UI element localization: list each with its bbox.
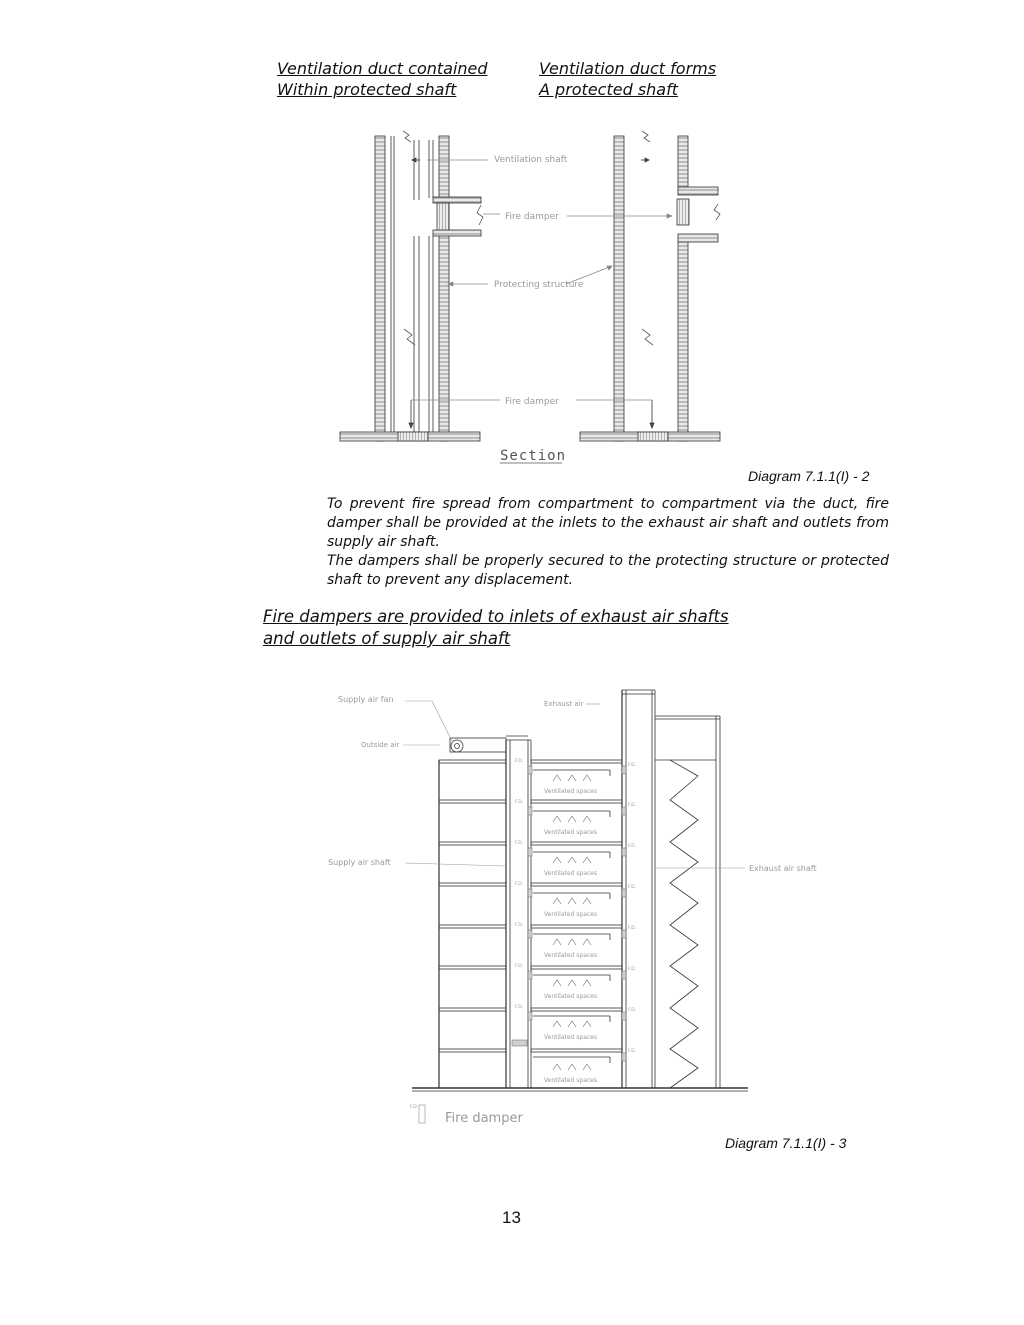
- heading-line: and outlets of supply air shaft: [263, 629, 511, 648]
- label-ventilated-spaces: Ventilated spaces: [544, 829, 597, 836]
- right-section: [580, 131, 720, 441]
- page-number: 13: [502, 1208, 521, 1227]
- label-protecting-structure: Protecting structure: [494, 280, 584, 290]
- label-ventilated-spaces: Ventilated spaces: [544, 1077, 597, 1084]
- label-ventilated-spaces: Ventilated spaces: [544, 952, 597, 959]
- label-fd: F.D.: [515, 800, 524, 805]
- label-fd: F.D.: [515, 964, 524, 969]
- heading-line: Within protected shaft: [277, 80, 457, 99]
- label-fd: F.D.: [628, 967, 637, 972]
- label-fd: F.D.: [515, 759, 524, 764]
- building-diagram: [0, 670, 1024, 1130]
- label-fd: F.D.: [515, 882, 524, 887]
- label-exhaust-air: Exhaust air: [544, 700, 584, 708]
- heading-line: A protected shaft: [539, 80, 679, 99]
- label-fd: F.D.: [515, 1005, 524, 1010]
- label-fd: F.D.: [628, 844, 637, 849]
- label-fd: F.D.: [628, 803, 637, 808]
- label-section: Section: [500, 448, 567, 464]
- label-outside-air: Outside air: [361, 741, 400, 749]
- label-fd: F.D.: [628, 763, 637, 768]
- label-ventilated-spaces: Ventilated spaces: [544, 993, 597, 1000]
- label-exhaust-air-shaft: Exhaust air shaft: [749, 864, 817, 873]
- label-fd: F.D.: [628, 1049, 637, 1054]
- label-ventilated-spaces: Ventilated spaces: [544, 1034, 597, 1041]
- label-fd: F.D.: [628, 1008, 637, 1013]
- legend-fire-damper: Fire damper: [445, 1111, 523, 1126]
- heading-line: Ventilation duct contained: [277, 59, 488, 78]
- label-fire-damper-bottom: Fire damper: [505, 397, 559, 407]
- label-fd: F.D.: [410, 1105, 419, 1110]
- diagram2-caption: Diagram 7.1.1(I) - 2: [748, 468, 870, 484]
- label-ventilation-shaft: Ventilation shaft: [494, 155, 568, 165]
- label-fd: F.D.: [515, 923, 524, 928]
- label-ventilated-spaces: Ventilated spaces: [544, 911, 597, 918]
- label-ventilated-spaces: Ventilated spaces: [544, 788, 597, 795]
- label-fd: F.D.: [628, 926, 637, 931]
- label-supply-air-fan: Supply air fan: [338, 695, 394, 704]
- label-ventilated-spaces: Ventilated spaces: [544, 870, 597, 877]
- label-fire-damper-top: Fire damper: [505, 212, 559, 222]
- section-heading: [263, 606, 729, 650]
- label-fd: F.D.: [515, 841, 524, 846]
- label-supply-air-shaft: Supply air shaft: [328, 858, 391, 867]
- left-section: [340, 131, 483, 441]
- paragraph-text: The dampers shall be properly secured to the protecting structure or protected shaft to prevent any displacement.: [327, 553, 889, 588]
- diagram3-caption: Diagram 7.1.1(I) - 3: [725, 1135, 847, 1151]
- heading-line: Ventilation duct forms: [539, 59, 717, 78]
- heading-line: Fire dampers are provided to inlets of exhaust air shafts: [263, 607, 729, 626]
- paragraph-text: To prevent fire spread from compartment to compartment via the duct, fire damper shall be provided at the inlets to the exhaust air shaft and outlets from supply air shaft.: [327, 496, 889, 550]
- section-diagram: [0, 0, 1024, 480]
- body-paragraph: [327, 495, 889, 590]
- label-fd: F.D.: [628, 885, 637, 890]
